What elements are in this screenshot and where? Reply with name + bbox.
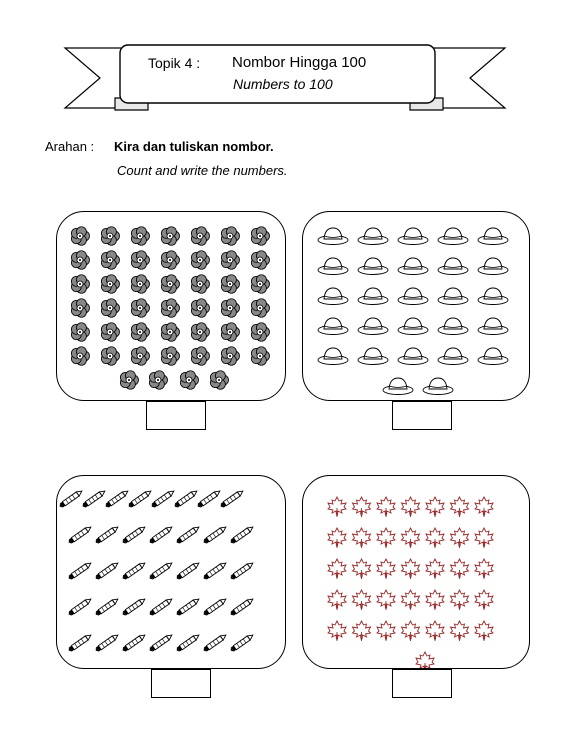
- pencil-icon: [121, 597, 146, 617]
- hat-icon: [398, 258, 428, 275]
- maple-leaf-icon: [328, 497, 346, 517]
- hat-icon: [358, 288, 388, 305]
- hat-icon: [478, 228, 508, 245]
- maple-leaf-icon: [328, 528, 346, 548]
- flower-icon: [161, 275, 179, 294]
- pencil-group: [57, 476, 285, 668]
- pencil-icon: [127, 489, 152, 509]
- flower-icon: [251, 251, 269, 270]
- maple-leaf-icon: [426, 621, 444, 641]
- pencil-icon: [121, 525, 146, 545]
- pencil-icon: [229, 597, 254, 617]
- hat-icon: [438, 228, 468, 245]
- instruction-label: Arahan :: [45, 139, 95, 154]
- answer-box-pencils[interactable]: [151, 669, 211, 698]
- flower-icon: [221, 251, 239, 270]
- hat-icon: [398, 318, 428, 335]
- pencil-icon: [121, 633, 146, 653]
- counting-panel-flowers: [56, 211, 286, 401]
- maple-leaf-icon: [402, 528, 420, 548]
- pencil-icon: [148, 525, 173, 545]
- hat-icon: [438, 348, 468, 365]
- flower-icon: [191, 251, 209, 270]
- flower-icon: [161, 227, 179, 246]
- flower-icon: [131, 347, 149, 366]
- maple-leaf-icon: [377, 559, 395, 579]
- flower-icon: [221, 347, 239, 366]
- flower-icon: [131, 227, 149, 246]
- pencil-icon: [67, 597, 92, 617]
- hat-icon: [383, 378, 413, 395]
- pencil-icon: [202, 597, 227, 617]
- maple-leaf-icon: [475, 621, 493, 641]
- flower-icon: [221, 299, 239, 318]
- pencil-icon: [148, 633, 173, 653]
- leaf-group: [303, 476, 529, 668]
- answer-box-leaves[interactable]: [392, 669, 452, 698]
- flower-icon: [120, 371, 138, 390]
- flower-icon: [71, 227, 89, 246]
- flower-icon: [71, 347, 89, 366]
- pencil-icon: [219, 489, 244, 509]
- maple-leaf-icon: [353, 497, 371, 517]
- maple-leaf-icon: [328, 590, 346, 610]
- flower-icon: [101, 347, 119, 366]
- maple-leaf-icon: [426, 559, 444, 579]
- pencil-icon: [175, 525, 200, 545]
- maple-leaf-icon: [377, 590, 395, 610]
- hat-icon: [478, 318, 508, 335]
- maple-leaf-icon: [451, 528, 469, 548]
- flower-icon: [101, 275, 119, 294]
- pencil-icon: [58, 489, 83, 509]
- hat-icon: [438, 318, 468, 335]
- pencil-icon: [202, 561, 227, 581]
- pencil-icon: [148, 561, 173, 581]
- pencil-icon: [202, 633, 227, 653]
- pencil-icon: [196, 489, 221, 509]
- flower-icon: [71, 251, 89, 270]
- flower-group: [57, 212, 285, 400]
- hat-icon: [318, 258, 348, 275]
- flower-icon: [149, 371, 167, 390]
- flower-icon: [161, 323, 179, 342]
- counting-panel-leaves: [302, 475, 530, 669]
- hat-icon: [318, 228, 348, 245]
- page-subtitle: Numbers to 100: [233, 76, 333, 92]
- pencil-icon: [67, 525, 92, 545]
- hat-icon: [398, 288, 428, 305]
- flower-icon: [180, 371, 198, 390]
- hat-icon: [423, 378, 453, 395]
- maple-leaf-icon: [451, 590, 469, 610]
- flower-icon: [101, 251, 119, 270]
- pencil-icon: [94, 597, 119, 617]
- pencil-icon: [173, 489, 198, 509]
- pencil-icon: [175, 633, 200, 653]
- flower-icon: [131, 251, 149, 270]
- hat-icon: [438, 288, 468, 305]
- maple-leaf-icon: [451, 497, 469, 517]
- maple-leaf-icon: [416, 652, 434, 668]
- flower-icon: [210, 371, 228, 390]
- maple-leaf-icon: [451, 559, 469, 579]
- pencil-icon: [202, 525, 227, 545]
- pencil-icon: [121, 561, 146, 581]
- hat-icon: [318, 348, 348, 365]
- pencil-icon: [94, 561, 119, 581]
- pencil-icon: [104, 489, 129, 509]
- maple-leaf-icon: [426, 497, 444, 517]
- maple-leaf-icon: [353, 559, 371, 579]
- maple-leaf-icon: [426, 528, 444, 548]
- hat-icon: [358, 228, 388, 245]
- flower-icon: [161, 251, 179, 270]
- flower-icon: [251, 299, 269, 318]
- maple-leaf-icon: [353, 528, 371, 548]
- instruction-translation: Count and write the numbers.: [117, 163, 288, 178]
- pencil-icon: [229, 633, 254, 653]
- flower-icon: [221, 227, 239, 246]
- maple-leaf-icon: [426, 590, 444, 610]
- flower-icon: [131, 323, 149, 342]
- maple-leaf-icon: [402, 590, 420, 610]
- pencil-icon: [175, 597, 200, 617]
- maple-leaf-icon: [328, 621, 346, 641]
- flower-icon: [131, 275, 149, 294]
- maple-leaf-icon: [353, 590, 371, 610]
- hat-icon: [318, 288, 348, 305]
- pencil-icon: [175, 561, 200, 581]
- flower-icon: [71, 299, 89, 318]
- flower-icon: [161, 347, 179, 366]
- maple-leaf-icon: [402, 559, 420, 579]
- flower-icon: [191, 323, 209, 342]
- answer-box-flowers[interactable]: [146, 401, 206, 430]
- pencil-icon: [81, 489, 106, 509]
- maple-leaf-icon: [402, 621, 420, 641]
- flower-icon: [71, 323, 89, 342]
- flower-icon: [161, 299, 179, 318]
- flower-icon: [221, 323, 239, 342]
- flower-icon: [251, 275, 269, 294]
- maple-leaf-icon: [377, 528, 395, 548]
- pencil-icon: [94, 525, 119, 545]
- maple-leaf-icon: [475, 559, 493, 579]
- hat-icon: [398, 348, 428, 365]
- hat-icon: [478, 348, 508, 365]
- flower-icon: [101, 299, 119, 318]
- maple-leaf-icon: [475, 497, 493, 517]
- hat-icon: [478, 288, 508, 305]
- topic-label: Topik 4 :: [148, 55, 201, 71]
- maple-leaf-icon: [475, 590, 493, 610]
- flower-icon: [131, 299, 149, 318]
- maple-leaf-icon: [475, 528, 493, 548]
- maple-leaf-icon: [377, 497, 395, 517]
- hat-icon: [358, 258, 388, 275]
- flower-icon: [251, 227, 269, 246]
- answer-box-hats[interactable]: [392, 401, 452, 430]
- hat-icon: [438, 258, 468, 275]
- pencil-icon: [67, 633, 92, 653]
- flower-icon: [101, 227, 119, 246]
- hat-icon: [478, 258, 508, 275]
- maple-leaf-icon: [353, 621, 371, 641]
- hat-icon: [398, 228, 428, 245]
- flower-icon: [191, 299, 209, 318]
- hat-icon: [358, 318, 388, 335]
- counting-panel-hats: [302, 211, 530, 401]
- page-title: Nombor Hingga 100: [232, 54, 367, 71]
- flower-icon: [71, 275, 89, 294]
- flower-icon: [191, 275, 209, 294]
- flower-icon: [251, 347, 269, 366]
- flower-icon: [101, 323, 119, 342]
- flower-icon: [191, 347, 209, 366]
- pencil-icon: [229, 525, 254, 545]
- maple-leaf-icon: [328, 559, 346, 579]
- flower-icon: [221, 275, 239, 294]
- hat-icon: [358, 348, 388, 365]
- pencil-icon: [148, 597, 173, 617]
- pencil-icon: [94, 633, 119, 653]
- maple-leaf-icon: [402, 497, 420, 517]
- hat-group: [303, 212, 529, 400]
- pencil-icon: [67, 561, 92, 581]
- maple-leaf-icon: [377, 621, 395, 641]
- hat-icon: [318, 318, 348, 335]
- flower-icon: [191, 227, 209, 246]
- flower-icon: [251, 323, 269, 342]
- counting-panel-pencils: [56, 475, 286, 669]
- maple-leaf-icon: [451, 621, 469, 641]
- instruction-text: Kira dan tuliskan nombor.: [114, 139, 274, 154]
- pencil-icon: [150, 489, 175, 509]
- pencil-icon: [229, 561, 254, 581]
